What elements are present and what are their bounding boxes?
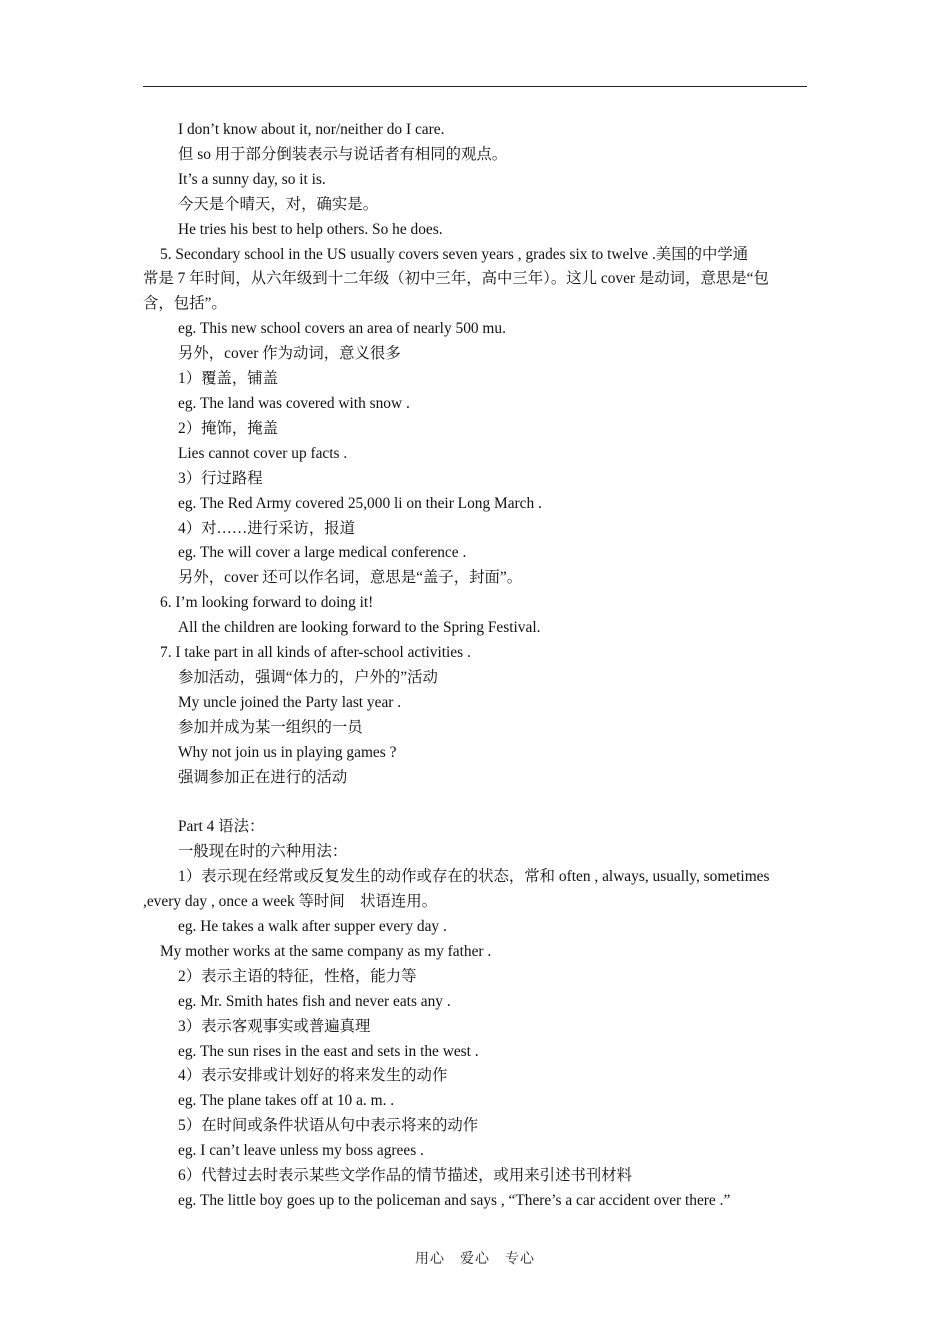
- text-line: It’s a sunny day, so it is.: [178, 170, 326, 188]
- sub-item: 3）行过路程: [178, 469, 263, 487]
- text-line: 参加并成为某一组织的一员: [178, 718, 363, 736]
- document-body: [143, 118, 807, 1214]
- example-line: eg. The Red Army covered 25,000 li on their Long March .: [178, 494, 542, 512]
- example-line: eg. He takes a walk after supper every day .: [178, 917, 447, 935]
- example-line: eg. The sun rises in the east and sets in the west .: [178, 1042, 479, 1060]
- sub-item: 6）代替过去时表示某些文学作品的情节描述，或用来引述书刊材料: [178, 1167, 633, 1185]
- example-line: Why not join us in playing games ?: [178, 743, 397, 761]
- sub-item: 3）表示客观事实或普遍真理: [178, 1017, 371, 1035]
- text-line: 强调参加正在进行的活动: [178, 768, 348, 786]
- text-line: 今天是个晴天，对，确实是。: [178, 195, 379, 213]
- text-line: He tries his best to help others. So he does.: [178, 220, 443, 238]
- text-line: I don’t know about it, nor/neither do I care.: [178, 121, 445, 138]
- example-line: My uncle joined the Party last year .: [178, 693, 402, 711]
- example-line: My mother works at the same company as my father .: [160, 942, 492, 960]
- example-line: eg. Mr. Smith hates fish and never eats any .: [178, 992, 451, 1010]
- numbered-item: 7. I take part in all kinds of after-school activities .: [160, 644, 471, 662]
- sub-item: 2）表示主语的特征，性格，能力等: [178, 967, 417, 985]
- numbered-item: 5. Secondary school in the US usually covers seven years , grades six to twelve .美国的中学通: [160, 245, 749, 263]
- text-line: 但 so 用于部分倒装表示与说话者有相同的观点。: [178, 145, 508, 163]
- example-line: eg. The land was covered with snow .: [178, 394, 410, 412]
- text-line: ,every day , once a week 等时间 状语连用。: [143, 893, 438, 911]
- sub-item: 4）表示安排或计划好的将来发生的动作: [178, 1067, 448, 1085]
- example-line: eg. The little boy goes up to the policeman and says , “There’s a car accident over there .”: [178, 1191, 731, 1209]
- sub-item: 5）在时间或条件状语从句中表示将来的动作: [178, 1117, 479, 1135]
- example-line: All the children are looking forward to the Spring Festival.: [178, 619, 541, 637]
- text-line: 一般现在时的六种用法：: [178, 843, 348, 861]
- text-line: 另外，cover 还可以作名词，意思是“盖子，封面”。: [178, 569, 523, 587]
- example-line: Lies cannot cover up facts .: [178, 444, 348, 462]
- header-rule: [143, 86, 807, 87]
- text-line: 另外，cover 作为动词，意义很多: [178, 345, 401, 363]
- example-line: eg. I can’t leave unless my boss agrees .: [178, 1142, 424, 1160]
- example-line: eg. The will cover a large medical conference .: [178, 544, 467, 562]
- section-heading: Part 4 语法：: [178, 818, 265, 836]
- sub-item: 1）覆盖，铺盖: [178, 370, 279, 388]
- numbered-item: 6. I’m looking forward to doing it!: [160, 594, 374, 612]
- sub-item: 4）对……进行采访，报道: [178, 519, 355, 537]
- sub-item: 2）掩饰，掩盖: [178, 419, 279, 437]
- text-line: 含，包括”。: [143, 295, 227, 313]
- sub-item: 1）表示现在经常或反复发生的动作或存在的状态，常和 often , always, usually, sometimes: [178, 868, 770, 886]
- text-line: 常是 7 年时间，从六年级到十二年级（初中三年，高中三年）。这儿 cover 是动词，意思是“包: [143, 270, 769, 288]
- text-line: 参加活动，强调“体力的，户外的”活动: [178, 668, 438, 686]
- example-line: eg. This new school covers an area of nearly 500 mu.: [178, 320, 506, 338]
- blank-line: [143, 790, 807, 815]
- page-footer: 用心 爱心 专心: [415, 1252, 535, 1267]
- example-line: eg. The plane takes off at 10 a. m. .: [178, 1092, 395, 1110]
